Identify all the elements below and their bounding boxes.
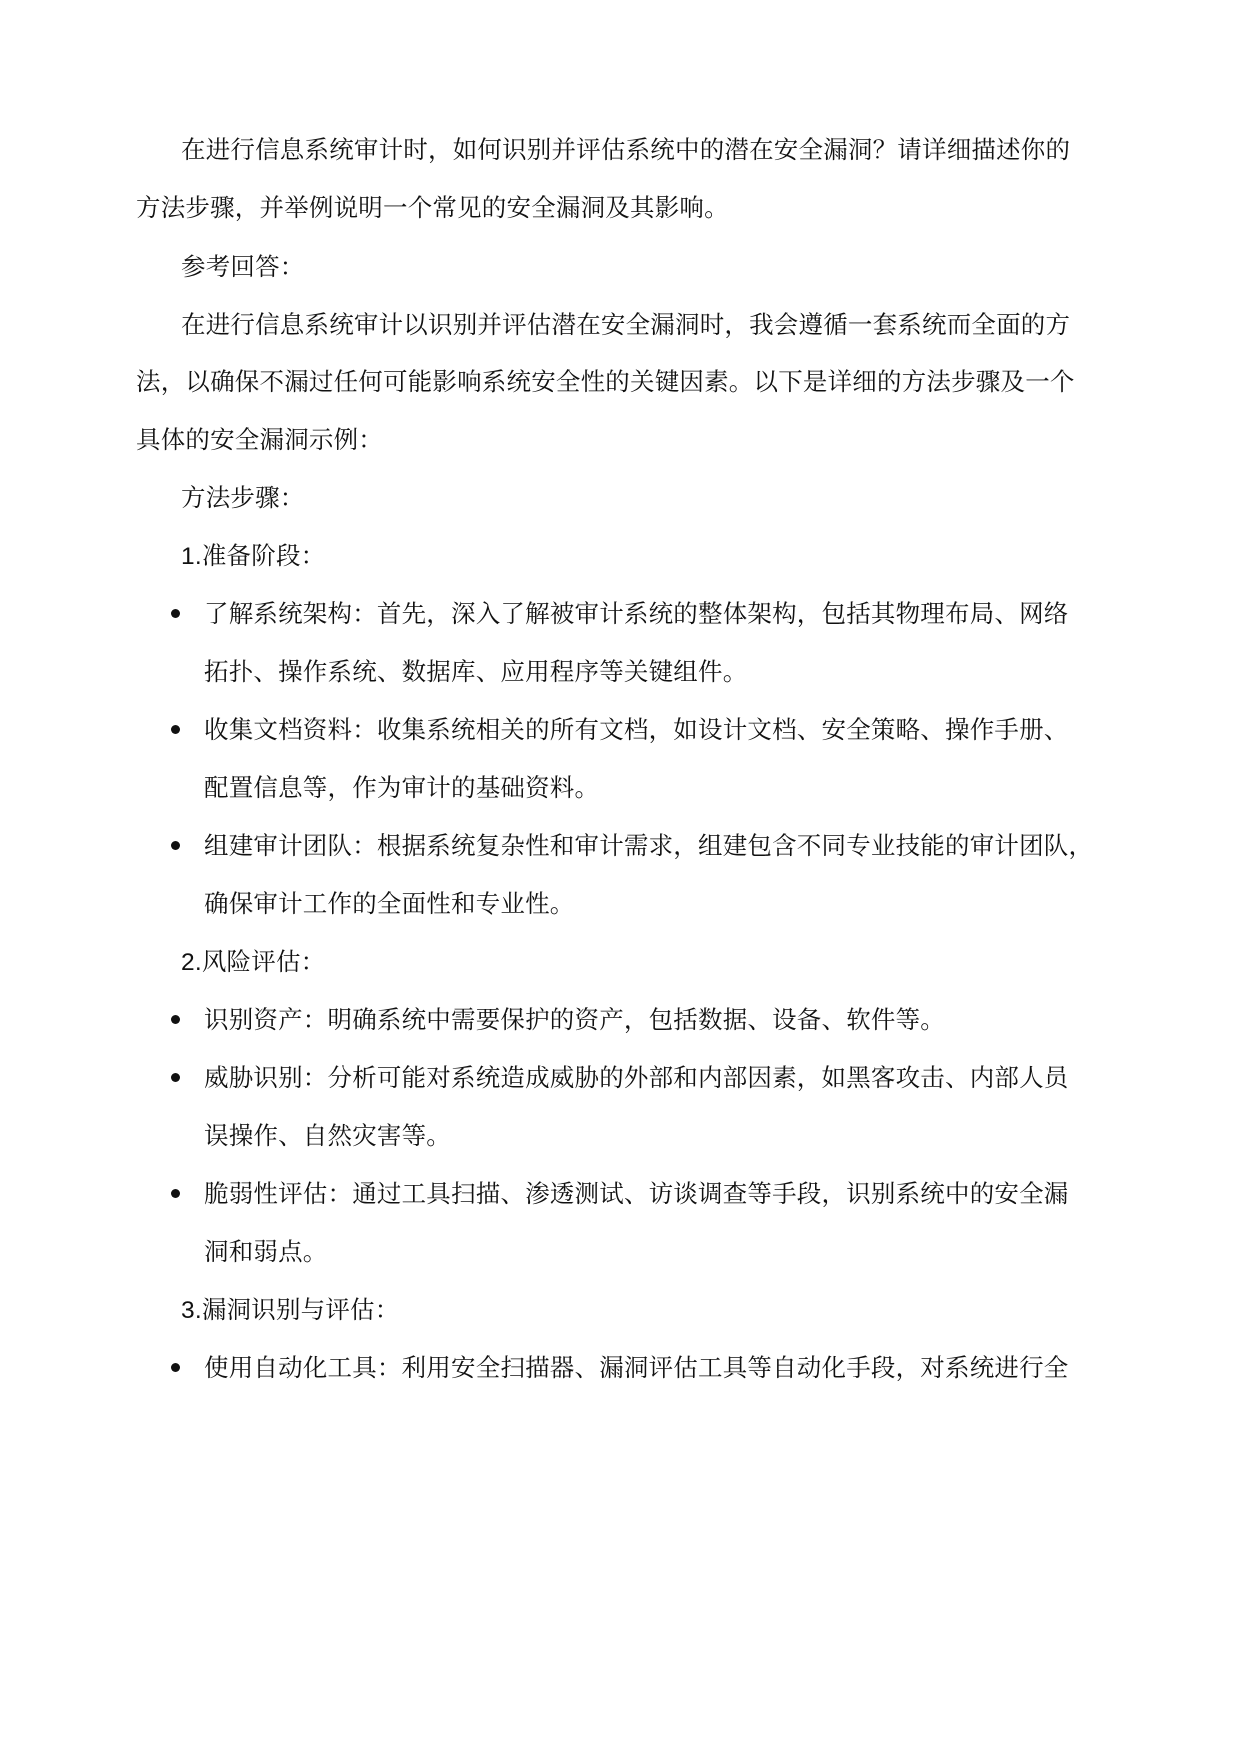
list-item-line-2: 配置信息等，作为审计的基础资料。 xyxy=(204,773,600,802)
list-item-line-2: 确保审计工作的全面性和专业性。 xyxy=(204,889,575,918)
list-item-line-1: 识别资产：明确系统中需要保护的资产，包括数据、设备、软件等。 xyxy=(204,1005,945,1034)
section-heading xyxy=(181,1294,399,1327)
section-title: 风险评估： xyxy=(201,947,326,976)
bullet-icon xyxy=(171,725,180,734)
list-item-line-1: 组建审计团队：根据系统复杂性和审计需求，组建包含不同专业技能的审计团队， xyxy=(204,831,1094,860)
bullet-icon xyxy=(171,1015,180,1024)
list-item-line-2: 洞和弱点。 xyxy=(204,1237,328,1266)
list-item-line-1: 了解系统架构：首先，深入了解被审计系统的整体架构，包括其物理布局、网络 xyxy=(204,599,1069,628)
list-item-line-1: 使用自动化工具：利用安全扫描器、漏洞评估工具等自动化手段，对系统进行全 xyxy=(204,1353,1069,1382)
bullet-icon xyxy=(171,841,180,850)
list-item-line-1: 威胁识别：分析可能对系统造成威胁的外部和内部因素，如黑客攻击、内部人员 xyxy=(204,1063,1069,1092)
intro-line-2: 法，以确保不漏过任何可能影响系统安全性的关键因素。以下是详细的方法步骤及一个 xyxy=(136,367,1075,396)
list-item-line-2: 拓扑、操作系统、数据库、应用程序等关键组件。 xyxy=(204,657,748,686)
intro-line-1: 在进行信息系统审计以识别并评估潜在安全漏洞时，我会遵循一套系统而全面的方 xyxy=(181,310,1071,339)
section-title: 漏洞识别与评估： xyxy=(201,1295,400,1324)
reference-label: 参考回答： xyxy=(181,252,305,281)
question-line-2: 方法步骤，并举例说明一个常见的安全漏洞及其影响。 xyxy=(136,193,729,222)
intro-line-3: 具体的安全漏洞示例： xyxy=(136,425,383,454)
bullet-icon xyxy=(171,1189,180,1198)
section-heading xyxy=(181,540,325,573)
question-line-1: 在进行信息系统审计时，如何识别并评估系统中的潜在安全漏洞？请详细描述你的 xyxy=(181,135,1071,164)
section-number: 2. xyxy=(181,949,202,976)
list-item-line-1: 收集文档资料：收集系统相关的所有文档，如设计文档、安全策略、操作手册、 xyxy=(204,715,1069,744)
steps-label: 方法步骤： xyxy=(181,483,305,512)
section-title: 准备阶段： xyxy=(201,541,326,570)
bullet-icon xyxy=(171,1073,180,1082)
list-item-line-2: 误操作、自然灾害等。 xyxy=(204,1121,451,1150)
section-heading xyxy=(181,946,325,979)
section-number: 1. xyxy=(181,543,202,570)
section-number: 3. xyxy=(181,1297,202,1324)
list-item-line-1: 脆弱性评估：通过工具扫描、渗透测试、访谈调查等手段，识别系统中的安全漏 xyxy=(204,1179,1069,1208)
bullet-icon xyxy=(171,609,180,618)
bullet-icon xyxy=(171,1363,180,1372)
